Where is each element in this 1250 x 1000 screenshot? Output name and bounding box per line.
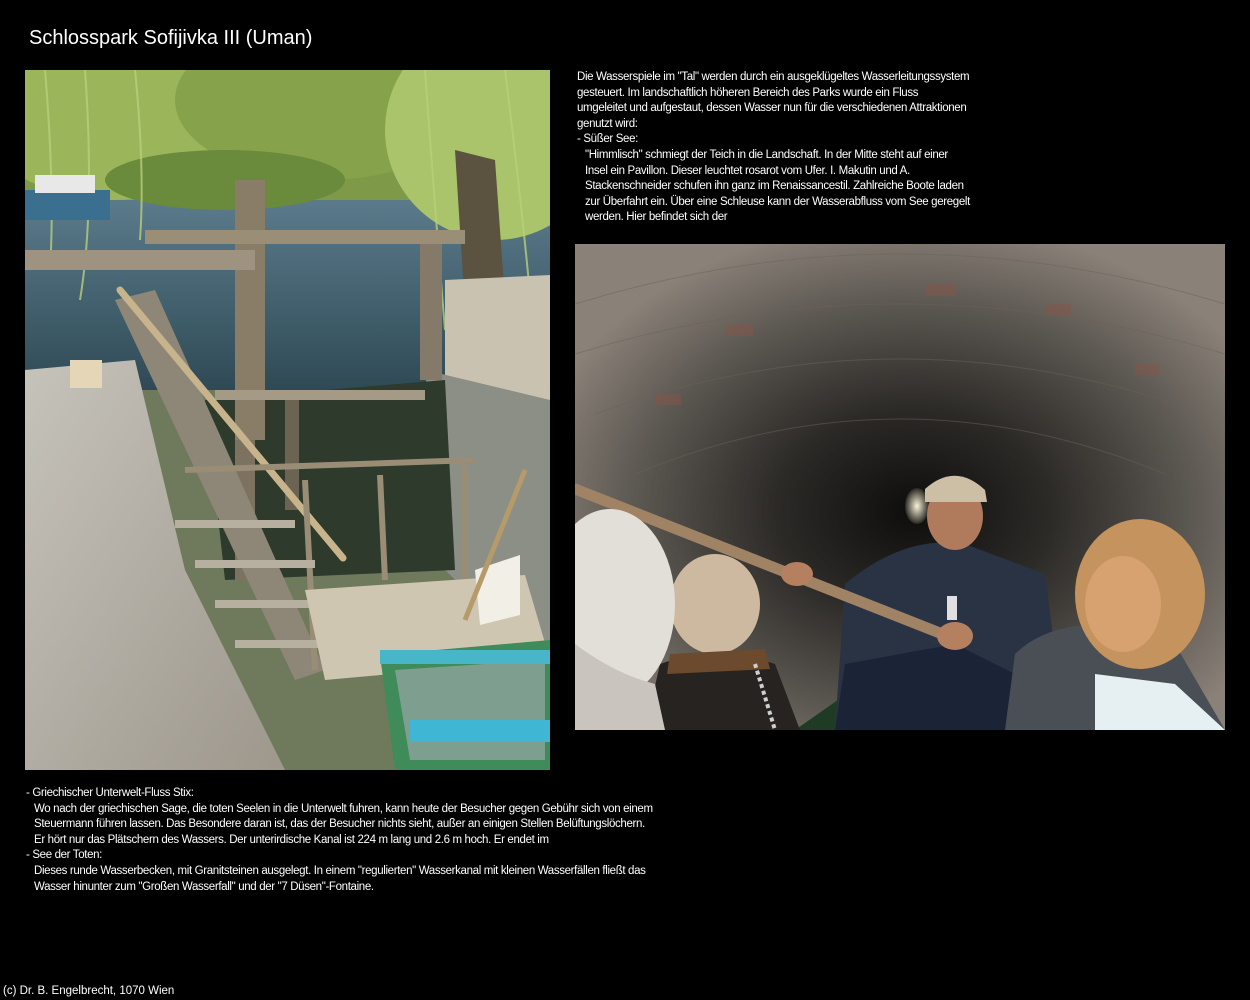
text-line: Dieses runde Wasserbecken, mit Granitsteinen ausgelegt. In einem "regulierten" Wasserkanal mit kleinen Wasserfällen fließt das [34, 864, 646, 877]
text-line: Stackenschneider schufen ihn ganz im Renaissancestil. Zahlreiche Boote laden [585, 180, 964, 193]
text-line: umgeleitet und aufgestaut, dessen Wasser nun für die verschiedenen Attraktionen [577, 102, 967, 115]
page-title: Schlosspark Sofijivka III (Uman) [29, 27, 313, 49]
text-line: Wo nach der griechischen Sage, die toten Seelen in die Unterwelt fuhren, kann heute der Besucher gegen Gebühr sich von einem [34, 802, 653, 815]
text-line: genutzt wird: [577, 117, 638, 130]
text-line: - See der Toten: [26, 849, 103, 862]
text-line: Steuermann führen lassen. Das Besondere daran ist, das der Besucher nichts sieht, außer an einigen Stellen Belüftungslöchern. [34, 818, 645, 831]
text-line: - Griechischer Unterwelt-Fluss Stix: [26, 787, 194, 799]
text-line: werden. Hier befindet sich der [585, 211, 728, 224]
photo-sluice-gate [25, 70, 550, 770]
text-line: - Süßer See: [577, 133, 638, 146]
text-line: Er hört nur das Plätschern des Wassers. Der unterirdische Kanal ist 224 m lang und 2.6 m hoch. Er endet im [34, 833, 549, 846]
text-line: Insel ein Pavillon. Dieser leuchtet rosarot vom Ufer. I. Makutin und A. [585, 164, 910, 177]
lake-description [577, 70, 970, 226]
styx-description [26, 786, 653, 895]
text-line: zur Überfahrt ein. Über eine Schleuse kann der Wasserabfluss vom See geregelt [585, 195, 970, 208]
copyright-footer: (c) Dr. B. Engelbrecht, 1070 Wien [3, 985, 175, 997]
text-line: "Himmlisch" schmiegt der Teich in die Landschaft. In der Mitte steht auf einer [585, 148, 948, 161]
text-line: Wasser hinunter zum "Großen Wasserfall" und der "7 Düsen"-Fontaine. [34, 880, 374, 893]
text-line: Die Wasserspiele im "Tal" werden durch ein ausgeklügeltes Wasserleitungssystem [577, 71, 970, 83]
text-line: gesteuert. Im landschaftlich höheren Bereich des Parks wurde ein Fluss [577, 86, 919, 99]
photo-underground-tunnel [575, 244, 1225, 730]
